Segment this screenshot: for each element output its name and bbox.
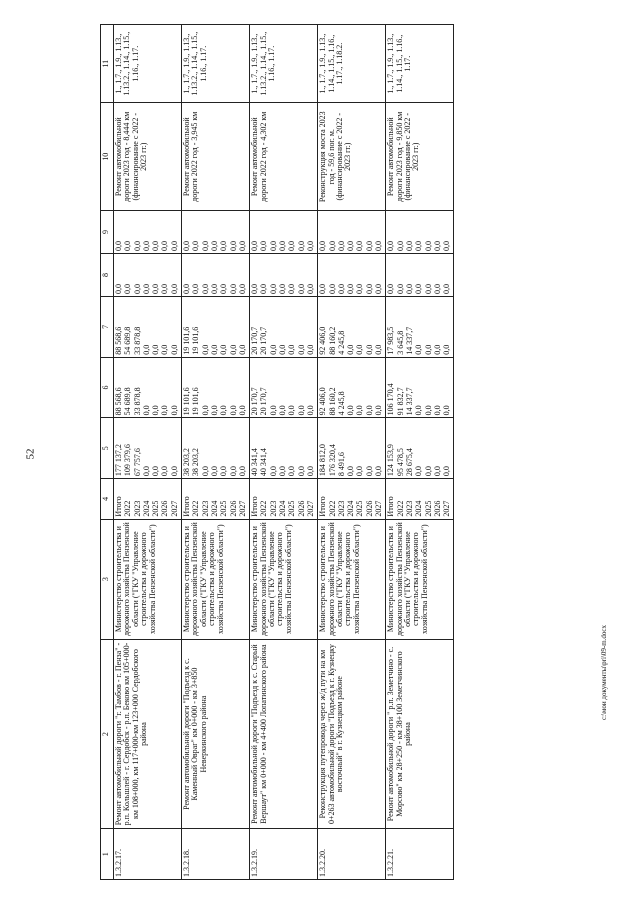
row-extra-value: 0,0 xyxy=(209,240,219,251)
row-regional-value: 0,0 xyxy=(151,344,161,355)
row-extra xyxy=(386,210,454,253)
row-federal-value: 14 337,7 xyxy=(404,387,414,416)
row-extra-value: 0,0 xyxy=(305,240,315,251)
row-federal-value: 20 170,7 xyxy=(259,387,269,416)
row-years-value: 2023 xyxy=(200,500,210,517)
row-years-value: Итого xyxy=(182,496,192,517)
row-local-value: 0,0 xyxy=(423,283,433,294)
row-local-value: 0,0 xyxy=(169,283,179,294)
row-federal-value: 106 170,4 xyxy=(386,383,396,416)
row-extra-value: 0,0 xyxy=(250,240,260,251)
row-links: 1., 1.7., 1.9., 1.13., 1.13.2., 1.14., 1.15., 1.16., 1.17. xyxy=(250,25,318,103)
row-total xyxy=(250,418,318,479)
row-total-value: 28 675,4 xyxy=(404,448,414,477)
row-regional-value: 0,0 xyxy=(237,344,247,355)
row-executor: Министерство строительства и дорожного хозяйства Пензенской области ("ГКУ "Управление строительства и дорожного хозяйства Пензенской области") xyxy=(250,519,318,639)
row-regional-value: 0,0 xyxy=(287,344,297,355)
page-number: 52 xyxy=(24,448,37,460)
row-local-value: 0,0 xyxy=(268,283,278,294)
col-header-8: 8 xyxy=(101,253,114,296)
row-local-value: 0,0 xyxy=(182,283,192,294)
row-years-value: 2024 xyxy=(346,500,356,517)
row-total-value: 8 491,6 xyxy=(336,452,346,477)
row-total-value: 0,0 xyxy=(305,466,315,477)
row-regional-value: 33 878,8 xyxy=(132,326,142,355)
row-federal xyxy=(182,357,250,418)
row-years-value: 2022 xyxy=(327,500,337,517)
row-regional xyxy=(114,296,182,357)
row-regional xyxy=(250,296,318,357)
row-extra-value: 0,0 xyxy=(237,240,247,251)
row-extra xyxy=(114,210,182,253)
row-federal-value: 0,0 xyxy=(209,405,219,416)
row-total-value: 40 341,4 xyxy=(259,448,269,477)
row-total-value: 38 203,2 xyxy=(191,448,201,477)
row-regional-value: 0,0 xyxy=(432,344,442,355)
col-header-5: 5 xyxy=(101,418,114,479)
row-local-value: 0,0 xyxy=(250,283,260,294)
col-header-1: 1 xyxy=(101,829,114,880)
row-years-value: Итого xyxy=(250,496,260,517)
row-name: Ремонт автомобильной дороги "г. Тамбов - г. Пенза" - р.п. Кольшлей - г. Сердобск - р.п. Беково км 105+000-км 108+000, км 117+000-км 123+000 Сердобского района xyxy=(114,639,182,829)
row-extra-value: 0,0 xyxy=(318,240,328,251)
row-regional-value: 19 101,6 xyxy=(182,326,192,355)
row-local-value: 0,0 xyxy=(414,283,424,294)
row-total-value: 67 757,6 xyxy=(132,448,142,477)
row-links: 1., 1.7., 1.9., 1.13., 1.14., 1.15., 1.16., 1.17. xyxy=(386,25,454,103)
row-federal-value: 0,0 xyxy=(432,405,442,416)
row-total xyxy=(386,418,454,479)
row-total-value: 0,0 xyxy=(169,466,179,477)
col-header-6: 6 xyxy=(101,357,114,418)
row-federal-value: 92 406,0 xyxy=(318,387,328,416)
row-local-value: 0,0 xyxy=(141,283,151,294)
col-header-4: 4 xyxy=(101,479,114,519)
row-regional-value: 0,0 xyxy=(296,344,306,355)
row-regional-value: 4 245,8 xyxy=(336,330,346,355)
row-regional-value: 19 101,6 xyxy=(191,326,201,355)
row-total-value: 0,0 xyxy=(432,466,442,477)
row-local-value: 0,0 xyxy=(296,283,306,294)
row-extra-value: 0,0 xyxy=(151,240,161,251)
row-regional-value: 20 170,7 xyxy=(259,326,269,355)
row-local-value: 0,0 xyxy=(132,283,142,294)
row-local xyxy=(250,253,318,296)
row-years-value: Итого xyxy=(318,496,328,517)
row-regional xyxy=(318,296,386,357)
row-local-value: 0,0 xyxy=(355,283,365,294)
row-regional-value: 0,0 xyxy=(268,344,278,355)
row-years-value: 2022 xyxy=(395,500,405,517)
row-extra xyxy=(182,210,250,253)
row-federal-value: 0,0 xyxy=(296,405,306,416)
row-total-value: 109 379,6 xyxy=(123,444,133,477)
row-federal-value: 4 245,8 xyxy=(336,391,346,416)
row-regional-value: 54 689,8 xyxy=(123,326,133,355)
row-total-value: 0,0 xyxy=(442,466,452,477)
row-extra-value: 0,0 xyxy=(432,240,442,251)
row-extra-value: 0,0 xyxy=(219,240,229,251)
row-years-value: 2024 xyxy=(278,500,288,517)
row-regional-value: 14 337,7 xyxy=(404,326,414,355)
row-extra-value: 0,0 xyxy=(395,240,405,251)
row-federal-value: 0,0 xyxy=(151,405,161,416)
row-regional-value: 0,0 xyxy=(355,344,365,355)
row-total-value: 0,0 xyxy=(141,466,151,477)
row-name: Ремонт автомобильной дороги "Подъезд к с. Каменный Овраг" км 0+000 - км 3+850 Неверкинского района xyxy=(182,639,250,829)
row-total-value: 0,0 xyxy=(287,466,297,477)
row-total-value: 0,0 xyxy=(346,466,356,477)
row-result: Ремонт автомобильной дороги 2022 год - 4,302 км xyxy=(250,103,318,211)
row-extra-value: 0,0 xyxy=(442,240,452,251)
row-federal xyxy=(386,357,454,418)
row-federal-value: 0,0 xyxy=(364,405,374,416)
row-years-value: 2027 xyxy=(442,500,452,517)
row-extra-value: 0,0 xyxy=(355,240,365,251)
row-regional-value: 17 983,5 xyxy=(386,326,396,355)
row-local-value: 0,0 xyxy=(209,283,219,294)
row-federal-value: 0,0 xyxy=(141,405,151,416)
row-local-value: 0,0 xyxy=(327,283,337,294)
col-header-10: 10 xyxy=(101,103,114,211)
row-local-value: 0,0 xyxy=(395,283,405,294)
row-years-value: 2022 xyxy=(259,500,269,517)
row-result: Ремонт автомобильной дороги 2023 год - 9,850 км (финансирование с 2022 - 2023 гг.) xyxy=(386,103,454,211)
row-federal-value: 88 160,2 xyxy=(327,387,337,416)
row-extra-value: 0,0 xyxy=(414,240,424,251)
row-regional-value: 0,0 xyxy=(169,344,179,355)
row-extra-value: 0,0 xyxy=(160,240,170,251)
row-id: 1.3.2.20. xyxy=(318,829,386,880)
row-executor: Министерство строительства и дорожного хозяйства Пензенской области ("ГКУ "Управление строительства и дорожного хозяйства Пензенской области") xyxy=(182,519,250,639)
row-federal-value: 0,0 xyxy=(423,405,433,416)
row-regional-value: 88 160,2 xyxy=(327,326,337,355)
row-years-value: 2026 xyxy=(364,500,374,517)
footer-path: c:\мои документы\pri\09-m.docx xyxy=(600,624,608,720)
row-result: Ремонт автомобильной дороги 2022 год - 3,945 км xyxy=(182,103,250,211)
row-extra-value: 0,0 xyxy=(278,240,288,251)
row-federal-value: 33 878,8 xyxy=(132,387,142,416)
row-extra-value: 0,0 xyxy=(287,240,297,251)
row-extra-value: 0,0 xyxy=(182,240,192,251)
row-federal-value: 0,0 xyxy=(219,405,229,416)
row-years-value: 2022 xyxy=(123,500,133,517)
row-total-value: 184 812,0 xyxy=(318,444,328,477)
row-id: 1.3.2.17. xyxy=(114,829,182,880)
row-years xyxy=(114,479,182,519)
row-years-value: 2027 xyxy=(237,500,247,517)
row-regional-value: 0,0 xyxy=(160,344,170,355)
row-regional xyxy=(386,296,454,357)
row-local xyxy=(114,253,182,296)
row-regional-value: 0,0 xyxy=(414,344,424,355)
row-extra-value: 0,0 xyxy=(141,240,151,251)
row-federal-value: 19 101,6 xyxy=(182,387,192,416)
row-local-value: 0,0 xyxy=(151,283,161,294)
row-total xyxy=(114,418,182,479)
row-local-value: 0,0 xyxy=(432,283,442,294)
row-total-value: 0,0 xyxy=(237,466,247,477)
col-header-9: 9 xyxy=(101,210,114,253)
table-row xyxy=(114,25,182,880)
row-name: Реконструкция путепровода через ж/д пути на км 0+263 автомобильной дороги "Подъезд к г. Кузнецку восточный" в г. Кузнецком районе xyxy=(318,639,386,829)
row-federal-value: 0,0 xyxy=(237,405,247,416)
row-local-value: 0,0 xyxy=(278,283,288,294)
row-federal-value: 0,0 xyxy=(169,405,179,416)
row-extra-value: 0,0 xyxy=(346,240,356,251)
row-total-value: 0,0 xyxy=(364,466,374,477)
row-years-value: 2025 xyxy=(355,500,365,517)
row-regional-value: 0,0 xyxy=(305,344,315,355)
row-extra-value: 0,0 xyxy=(268,240,278,251)
row-local xyxy=(182,253,250,296)
row-years-value: 2023 xyxy=(336,500,346,517)
row-name: Ремонт автомобильной дороги "Подъезд к с. Старый Вершаут" км 0+000 - км 4+400 Лопатинского района xyxy=(250,639,318,829)
row-extra-value: 0,0 xyxy=(296,240,306,251)
row-extra-value: 0,0 xyxy=(228,240,238,251)
row-extra-value: 0,0 xyxy=(200,240,210,251)
row-years-value: 2023 xyxy=(268,500,278,517)
table-row xyxy=(386,25,454,880)
row-local-value: 0,0 xyxy=(219,283,229,294)
row-local-value: 0,0 xyxy=(374,283,384,294)
program-table xyxy=(100,24,454,880)
row-years-value: 2023 xyxy=(132,500,142,517)
row-id: 1.3.2.21. xyxy=(386,829,454,880)
row-years xyxy=(386,479,454,519)
row-years-value: 2025 xyxy=(219,500,229,517)
row-federal-value: 0,0 xyxy=(200,405,210,416)
row-years-value: 2025 xyxy=(287,500,297,517)
row-local-value: 0,0 xyxy=(305,283,315,294)
row-local-value: 0,0 xyxy=(364,283,374,294)
row-local-value: 0,0 xyxy=(287,283,297,294)
row-total-value: 0,0 xyxy=(268,466,278,477)
row-extra-value: 0,0 xyxy=(404,240,414,251)
row-federal-value: 0,0 xyxy=(305,405,315,416)
row-total-value: 0,0 xyxy=(228,466,238,477)
row-total-value: 0,0 xyxy=(423,466,433,477)
row-years-value: 2026 xyxy=(296,500,306,517)
row-local-value: 0,0 xyxy=(442,283,452,294)
row-federal xyxy=(114,357,182,418)
row-extra-value: 0,0 xyxy=(374,240,384,251)
row-years xyxy=(250,479,318,519)
row-extra-value: 0,0 xyxy=(191,240,201,251)
row-extra xyxy=(318,210,386,253)
row-regional-value: 0,0 xyxy=(219,344,229,355)
row-name: Ремонт автомобильной дороги " р.п. Земетчино - с. Морсово" км 28+250 - км 38+100 Земетчинского района xyxy=(386,639,454,829)
row-result: Ремонт автомобильной дороги 2023 год - 8,444 км (финансирование с 2022 - 2023 гг.) xyxy=(114,103,182,211)
row-regional-value: 0,0 xyxy=(374,344,384,355)
row-years-value: 2024 xyxy=(141,500,151,517)
row-total-value: 0,0 xyxy=(374,466,384,477)
row-local-value: 0,0 xyxy=(160,283,170,294)
row-federal-value: 0,0 xyxy=(442,405,452,416)
row-years-value: 2022 xyxy=(191,500,201,517)
row-extra-value: 0,0 xyxy=(123,240,133,251)
table-row xyxy=(182,25,250,880)
row-executor: Министерство строительства и дорожного хозяйства Пензенской области ("ГКУ "Управление строительства и дорожного хозяйства Пензенской области") xyxy=(318,519,386,639)
col-header-11: 11 xyxy=(101,25,114,103)
row-local xyxy=(386,253,454,296)
row-regional-value: 3 645,8 xyxy=(395,330,405,355)
row-years-value: 2027 xyxy=(374,500,384,517)
row-id: 1.3.2.18. xyxy=(182,829,250,880)
row-extra-value: 0,0 xyxy=(327,240,337,251)
row-extra-value: 0,0 xyxy=(132,240,142,251)
row-id: 1.3.2.19. xyxy=(250,829,318,880)
row-executor: Министерство строительства и дорожного хозяйства Пензенской области ("ГКУ "Управление строительства и дорожного хозяйства Пензенской области") xyxy=(114,519,182,639)
row-local-value: 0,0 xyxy=(346,283,356,294)
row-years-value: Итого xyxy=(114,496,123,517)
row-regional-value: 20 170,7 xyxy=(250,326,260,355)
table-row xyxy=(250,25,318,880)
row-total-value: 0,0 xyxy=(414,466,424,477)
row-total xyxy=(318,418,386,479)
row-links: 1., 1.7., 1.9., 1.13., 1.13.2., 1.14., 1.15., 1.16., 1.17. xyxy=(114,25,182,103)
row-total-value: 0,0 xyxy=(296,466,306,477)
row-years-value: 2023 xyxy=(404,500,414,517)
row-years-value: 2026 xyxy=(432,500,442,517)
row-extra-value: 0,0 xyxy=(169,240,179,251)
row-federal-value: 0,0 xyxy=(374,405,384,416)
row-regional-value: 0,0 xyxy=(346,344,356,355)
row-local-value: 0,0 xyxy=(336,283,346,294)
row-extra-value: 0,0 xyxy=(336,240,346,251)
row-local-value: 0,0 xyxy=(259,283,269,294)
row-regional-value: 0,0 xyxy=(442,344,452,355)
row-total xyxy=(182,418,250,479)
row-federal-value: 19 101,6 xyxy=(191,387,201,416)
row-federal-value: 0,0 xyxy=(228,405,238,416)
row-local-value: 0,0 xyxy=(237,283,247,294)
row-total-value: 124 153,9 xyxy=(386,444,396,477)
row-total-value: 40 341,4 xyxy=(250,448,260,477)
row-total-value: 0,0 xyxy=(160,466,170,477)
row-regional-value: 0,0 xyxy=(364,344,374,355)
row-years-value: 2027 xyxy=(305,500,315,517)
row-extra-value: 0,0 xyxy=(114,240,123,251)
row-local-value: 0,0 xyxy=(114,283,123,294)
header-row xyxy=(101,25,114,880)
row-federal-value: 54 689,8 xyxy=(123,387,133,416)
row-total-value: 0,0 xyxy=(151,466,161,477)
row-local xyxy=(318,253,386,296)
row-years-value: 2025 xyxy=(423,500,433,517)
row-regional-value: 0,0 xyxy=(200,344,210,355)
row-result: Реконструкция моста 2023 год - 59,6 пог. м. (финансирование с 2022 - 2023 гг.) xyxy=(318,103,386,211)
row-federal-value: 20 170,7 xyxy=(250,387,260,416)
row-local-value: 0,0 xyxy=(318,283,328,294)
row-regional-value: 88 568,6 xyxy=(114,326,123,355)
row-regional-value: 0,0 xyxy=(278,344,288,355)
row-local-value: 0,0 xyxy=(191,283,201,294)
col-header-7: 7 xyxy=(101,296,114,357)
rotated-table-container xyxy=(100,24,620,880)
row-regional-value: 0,0 xyxy=(209,344,219,355)
row-federal-value: 0,0 xyxy=(414,405,424,416)
row-links: 1., 1.7., 1.9., 1.13., 1.14., 1.15., 1.16., 1.17., 1.18.2. xyxy=(318,25,386,103)
row-local-value: 0,0 xyxy=(404,283,414,294)
row-federal-value: 0,0 xyxy=(278,405,288,416)
col-header-2: 2 xyxy=(101,639,114,829)
row-extra xyxy=(250,210,318,253)
row-extra-value: 0,0 xyxy=(386,240,396,251)
row-extra-value: 0,0 xyxy=(259,240,269,251)
row-years xyxy=(182,479,250,519)
row-local-value: 0,0 xyxy=(386,283,396,294)
row-federal-value: 88 568,6 xyxy=(114,387,123,416)
row-years-value: 2027 xyxy=(169,500,179,517)
row-federal-value: 91 832,7 xyxy=(395,387,405,416)
row-federal-value: 0,0 xyxy=(355,405,365,416)
row-local-value: 0,0 xyxy=(228,283,238,294)
table-row xyxy=(318,25,386,880)
row-total-value: 177 137,2 xyxy=(114,444,123,477)
row-years-value: 2024 xyxy=(414,500,424,517)
row-extra-value: 0,0 xyxy=(364,240,374,251)
row-links: 1., 1.7., 1.9., 1.13., 1.13.2., 1.14., 1.15., 1.16., 1.17. xyxy=(182,25,250,103)
row-regional-value: 92 406,0 xyxy=(318,326,328,355)
row-federal-value: 0,0 xyxy=(346,405,356,416)
row-total-value: 0,0 xyxy=(355,466,365,477)
row-years xyxy=(318,479,386,519)
row-years-value: 2026 xyxy=(228,500,238,517)
row-total-value: 0,0 xyxy=(200,466,210,477)
row-regional-value: 0,0 xyxy=(141,344,151,355)
row-total-value: 0,0 xyxy=(209,466,219,477)
row-total-value: 176 320,4 xyxy=(327,444,337,477)
row-years-value: 2026 xyxy=(160,500,170,517)
row-years-value: 2024 xyxy=(209,500,219,517)
row-federal-value: 0,0 xyxy=(268,405,278,416)
row-federal xyxy=(250,357,318,418)
row-federal-value: 0,0 xyxy=(160,405,170,416)
row-executor: Министерство строительства и дорожного хозяйства Пензенской области ("ГКУ "Управление строительства и дорожного хозяйства Пензенской области") xyxy=(386,519,454,639)
row-regional-value: 0,0 xyxy=(423,344,433,355)
row-extra-value: 0,0 xyxy=(423,240,433,251)
row-total-value: 38 203,2 xyxy=(182,448,192,477)
row-federal-value: 0,0 xyxy=(287,405,297,416)
row-regional xyxy=(182,296,250,357)
row-regional-value: 0,0 xyxy=(228,344,238,355)
row-years-value: 2025 xyxy=(151,500,161,517)
row-federal xyxy=(318,357,386,418)
table-body xyxy=(114,25,454,880)
row-years-value: Итого xyxy=(386,496,396,517)
row-local-value: 0,0 xyxy=(123,283,133,294)
row-local-value: 0,0 xyxy=(200,283,210,294)
row-total-value: 95 478,5 xyxy=(395,448,405,477)
row-total-value: 0,0 xyxy=(219,466,229,477)
row-total-value: 0,0 xyxy=(278,466,288,477)
col-header-3: 3 xyxy=(101,519,114,639)
